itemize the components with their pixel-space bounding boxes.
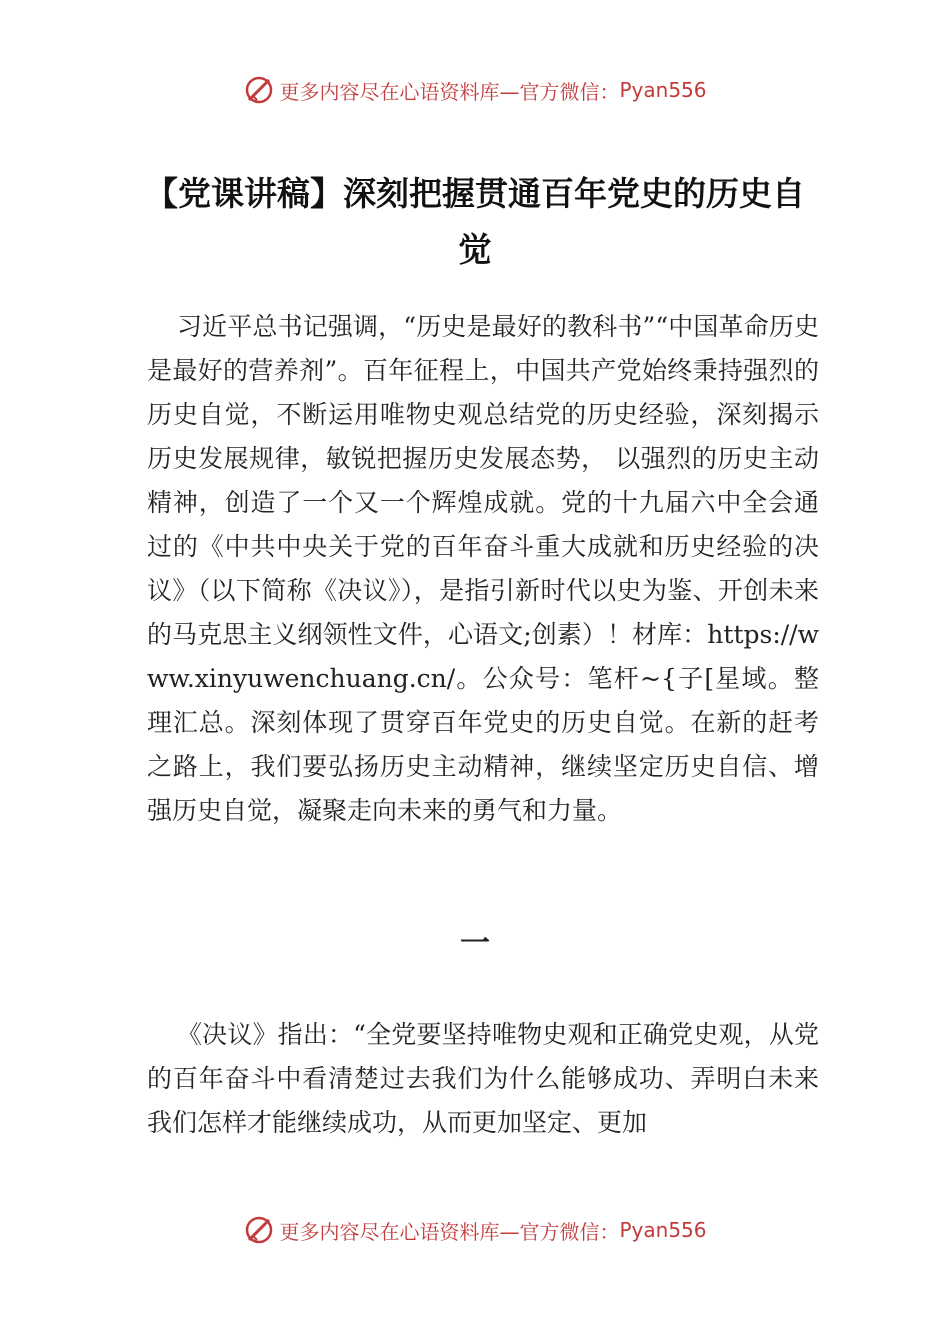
banner-text-mid: —官方微信： (499, 1219, 620, 1244)
banner-text-left: 更多内容尽在心语资料库 (279, 79, 500, 104)
banner-text-right: Pyan556 (619, 1218, 707, 1242)
banner-text-right: Pyan556 (619, 78, 707, 102)
document-title: 【党课讲稿】深刻把握贯通百年党史的历史自觉 (145, 174, 805, 269)
pen-logo-icon (243, 1214, 275, 1246)
paragraph-1: 习近平总书记强调，“历史是最好的教科书”“中国革命历史是最好的营养剂”。百年征程上，中国共产党始终秉持强烈的历史自觉，不断运用唯物史观总结党的历史经验，深刻揭示历史发展规律，敏锐把握历史发展态势， 以强烈的历史主动精神，创造了一个又一个辉煌成就。党的十九届六中全会通过的《中共中央关于党的百年奋斗重大成就和历史经验的决议》（以下简称《决议》），是指引新时代以史为鉴、开创未来的马克思主义纲领性文件，心语文;创素）！材库：https://www.xinyuwenchuang.cn/。公众号：笔杆~{子[星域。整理汇总。深刻体现了贯穿百年党史的历史自觉。在新的赶考之路上，我们要弘扬历史主动精神，继续坚定历史自信、增强历史自觉，凝聚走向未来的勇气和力量。 (147, 312, 819, 825)
pen-logo-icon (243, 74, 275, 106)
footer-banner (0, 1214, 950, 1246)
section-marker: 一 (460, 926, 490, 961)
header-banner (0, 74, 950, 106)
paragraph-2: 《决议》指出：“全党要坚持唯物史观和正确党史观，从党的百年奋斗中看清楚过去我们为什么能够成功、弄明白未来我们怎样才能继续成功，从而更加坚定、更加 (147, 1020, 819, 1137)
banner-text-mid: —官方微信： (499, 79, 620, 104)
banner-text-left: 更多内容尽在心语资料库 (279, 1219, 500, 1244)
